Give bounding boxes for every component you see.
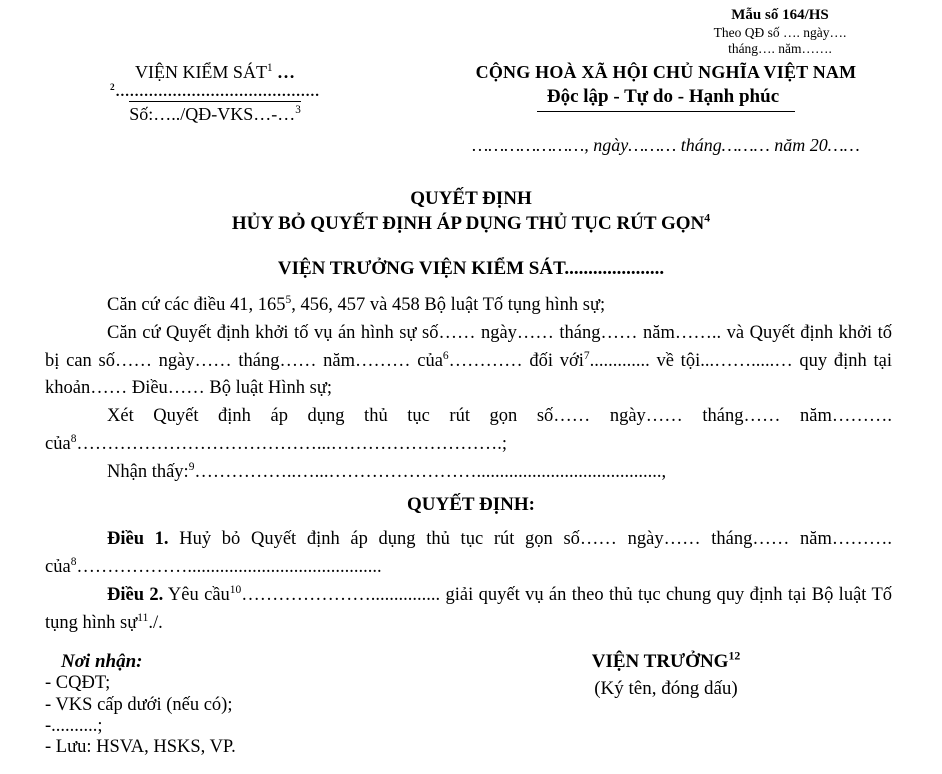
- document-body: [45, 292, 892, 486]
- recipient-item: - VKS cấp dưới (nếu có);: [45, 694, 233, 715]
- issuing-agency-block: [0, 62, 368, 156]
- country-name: CỘNG HOÀ XÃ HỘI CHỦ NGHĨA VIỆT NAM: [475, 62, 857, 83]
- recital-paragraph-1: Căn cứ các điều 41, $165^5$, 456, 457 và 458 Bộ luật Tố tụng hình sự;: [107, 294, 606, 316]
- articles-section: [45, 526, 892, 637]
- recital-paragraph-4: Nhận thấy:$^9$……………..…...……………………........................................,: [107, 460, 667, 482]
- document-title: [0, 186, 942, 236]
- signer-title: VIỆN TRƯỞNG$^{12}$: [591, 650, 741, 673]
- recipient-item: - Lưu: HSVA, HSKS, VP.: [45, 737, 236, 758]
- place-date-line: …………………, ngày……… tháng……… năm 20……: [472, 135, 860, 156]
- recipient-item: -..........;: [45, 715, 103, 736]
- national-motto: Độc lập - Tự do - Hạnh phúc: [537, 86, 795, 112]
- signer-instruction: (Ký tên, đóng dấu): [594, 678, 738, 700]
- agency-name: VIỆN KIỂM SÁT$^1$ …: [134, 62, 296, 83]
- recipient-item: - CQĐT;: [45, 673, 111, 694]
- document-number-line: Số:…../QĐ-VKS…-…$^3$: [129, 103, 301, 124]
- recital-paragraph-3: Xét Quyết định áp dụng thủ tục rút gọn số…… ngày…… tháng…… năm………. của$^8$…………………………………...……………………….;: [45, 406, 892, 454]
- form-number-block: [660, 0, 900, 58]
- article-1: Điều 1. Huỷ bỏ Quyết định áp dụng thủ tục rút gọn số…… ngày…… tháng…… năm………. của$^8$………………..........................................: [45, 529, 893, 578]
- agency-dotted-line: [62, 84, 368, 101]
- decision-heading: QUYẾT ĐỊNH:: [407, 494, 535, 516]
- document-header: [0, 62, 942, 156]
- signature-block: [511, 651, 821, 700]
- agency-underline: [129, 101, 301, 102]
- document-footer: [0, 651, 942, 758]
- recital-paragraph-2: Căn cứ Quyết định khởi tố vụ án hình sự số…… ngày…… tháng…… năm…….. và Quyết định khởi tố bị can số…… ngày…… tháng…… năm……… của$^6$………… đối với$^7$............. về tội...…….....… quy định tại khoản…… Điều…… Bộ luật Hình sự;: [45, 322, 892, 399]
- recipients-block: [45, 651, 475, 758]
- form-basis-line2: tháng…. năm…….: [728, 41, 832, 57]
- issuer-title-line: VIỆN TRƯỞNG VIỆN KIỂM SÁT.....................: [277, 258, 665, 280]
- title-line1: QUYẾT ĐỊNH: [410, 188, 532, 210]
- recipients-label: Nơi nhận:: [61, 651, 143, 673]
- agency-dotted-text: $^2$...........................................: [110, 83, 320, 101]
- national-header-block: [368, 62, 942, 156]
- article-2: Điều 2. Yêu cầu$^{10}$…………………............... giải quyết vụ án theo thủ tục chung quy định tại Bộ luật Tố tụng hình sự$^{11}$./.: [45, 583, 893, 633]
- form-number: Mẫu số 164/HS: [731, 7, 829, 23]
- title-line2: HỦY BỎ QUYẾT ĐỊNH ÁP DỤNG THỦ TỤC RÚT GỌN$^4$: [231, 211, 711, 235]
- form-basis-line1: Theo QĐ số …. ngày….: [713, 24, 847, 40]
